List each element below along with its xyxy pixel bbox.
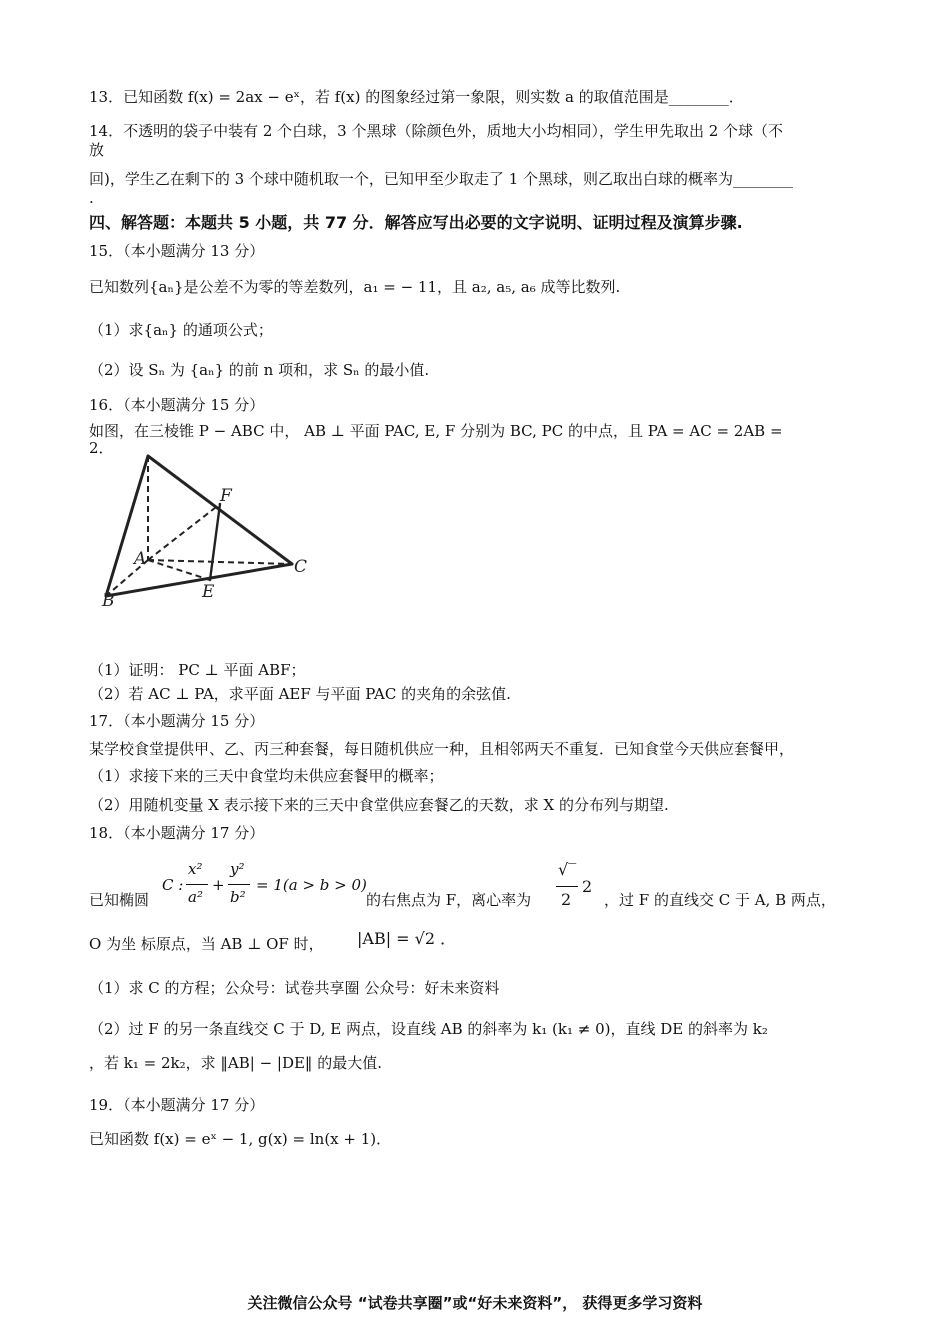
segment-af (148, 504, 220, 560)
label-a: A (134, 549, 147, 569)
segment-ae (148, 560, 210, 580)
label-b: B (102, 591, 115, 611)
ellipse-equation (162, 860, 367, 910)
ellipse-prefix: C : (162, 876, 184, 894)
label-c: C (294, 557, 308, 577)
q16-part1: （1）证明： PC ⊥ 平面 ABF； (89, 661, 306, 679)
q15-part1: （1）求{aₙ} 的通项公式； (89, 321, 273, 339)
q16-stem-line1: 如图，在三棱锥 P − ABC 中， AB ⊥ 平面 PAC, E, F 分别为 BC, PC 的中点，且 PA = AC = 2AB = (89, 422, 783, 440)
ecc-tail: 2 (582, 877, 593, 896)
edge-ac (148, 560, 292, 564)
q19-header: 19．（本小题满分 17 分） (89, 1096, 265, 1114)
plus-sign: + (212, 876, 225, 894)
eccentricity-value (556, 860, 606, 910)
q18-part2: （2）过 F 的另一条直线交 C 于 D, E 两点，设直线 AB 的斜率为 k₁ (k₁ ≠ 0)，直线 DE 的斜率为 k₂ (89, 1020, 768, 1038)
label-e: E (202, 582, 215, 602)
problem-14-line1: 14．不透明的袋子中装有 2 个白球，3 个黑球（除颜色外，质地大小均相同），学生甲先取出 2 个球（不 (89, 122, 784, 140)
problem-14-line2: 放 (89, 141, 105, 159)
q15-header: 15．（本小题满分 13 分） (89, 242, 265, 260)
q17-part1: （1）求接下来的三天中食堂均未供应套餐甲的概率； (89, 767, 444, 785)
ellipse-condition: = 1(a > b > 0) (256, 876, 367, 894)
ecc-numerator: √‾ (558, 860, 577, 879)
frac-y-numerator: y² (230, 860, 245, 878)
frac-y-bar (228, 884, 250, 885)
q16-part2: （2）若 AC ⊥ PA，求平面 AEF 与平面 PAC 的夹角的余弦值. (89, 685, 511, 703)
q18-stem-end: ，过 F 的直线交 C 于 A, B 两点， (604, 891, 836, 909)
frac-y-denominator: b² (230, 888, 246, 906)
edge-pb (106, 456, 148, 596)
q19-stem: 已知函数 f(x) = eˣ − 1, g(x) = ln(x + 1)． (89, 1130, 392, 1148)
problem-14-line4: . (89, 189, 94, 207)
ecc-bar (556, 886, 578, 887)
q17-part2: （2）用随机变量 X 表示接下来的三天中食堂供应套餐乙的天数，求 X 的分布列与期望. (89, 796, 669, 814)
q18-header: 18．（本小题满分 17 分） (89, 824, 265, 842)
q18-part1: （1）求 C 的方程；公众号：试卷共享圈 公众号：好未来资料 (89, 979, 500, 997)
tetrahedron-figure (96, 452, 326, 612)
frac-x-bar (186, 884, 208, 885)
q16-header: 16．（本小题满分 15 分） (89, 396, 265, 414)
q15-part2: （2）设 Sₙ 为 {aₙ} 的前 n 项和，求 Sₙ 的最小值. (89, 361, 430, 379)
section-title: 四、解答题：本题共 5 小题，共 77 分．解答应写出必要的文字说明、证明过程及演算步骤. (89, 213, 743, 232)
problem-14-line3: 回)，学生乙在剩下的 3 个球中随机取一个，已知甲至少取走了 1 个黑球，则乙取出白球的概率为________ (89, 170, 794, 188)
footer-note: 关注微信公众号 “试卷共享圈”或“好未来资料”， 获得更多学习资料 (247, 1294, 703, 1312)
segment-ef (210, 504, 220, 580)
q17-header: 17．（本小题满分 15 分） (89, 712, 265, 730)
q16-stem-line2: 2． (89, 439, 114, 457)
q18-stem-middle: 的右焦点为 F，离心率为 (366, 891, 532, 909)
label-f: F (220, 486, 232, 506)
problem-13: 13．已知函数 f(x) = 2ax − eˣ，若 f(x) 的图象经过第一象限，则实数 a 的取值范围是________． (89, 88, 744, 106)
q15-stem: 已知数列{aₙ}是公差不为零的等差数列，a₁ = − 11，且 a₂, a₅, a₆ 成等比数列. (89, 278, 621, 296)
q18-stem-line2: O 为坐 标原点，当 AB ⊥ OF 时， (89, 935, 324, 953)
q18-stem-start: 已知椭圆 (89, 891, 150, 909)
q18-ab-length: |AB| = √2 ． (357, 929, 457, 948)
ecc-denominator: 2 (561, 890, 572, 909)
q17-stem: 某学校食堂提供甲、乙、丙三种套餐，每日随机供应一种，且相邻两天不重复．已知食堂今天供应套餐甲， (89, 740, 795, 758)
q18-part2-cont: ，若 k₁ = 2k₂，求 ‖AB| − |DE‖ 的最大值. (89, 1054, 382, 1072)
frac-x-numerator: x² (188, 860, 203, 878)
frac-x-denominator: a² (188, 888, 203, 906)
